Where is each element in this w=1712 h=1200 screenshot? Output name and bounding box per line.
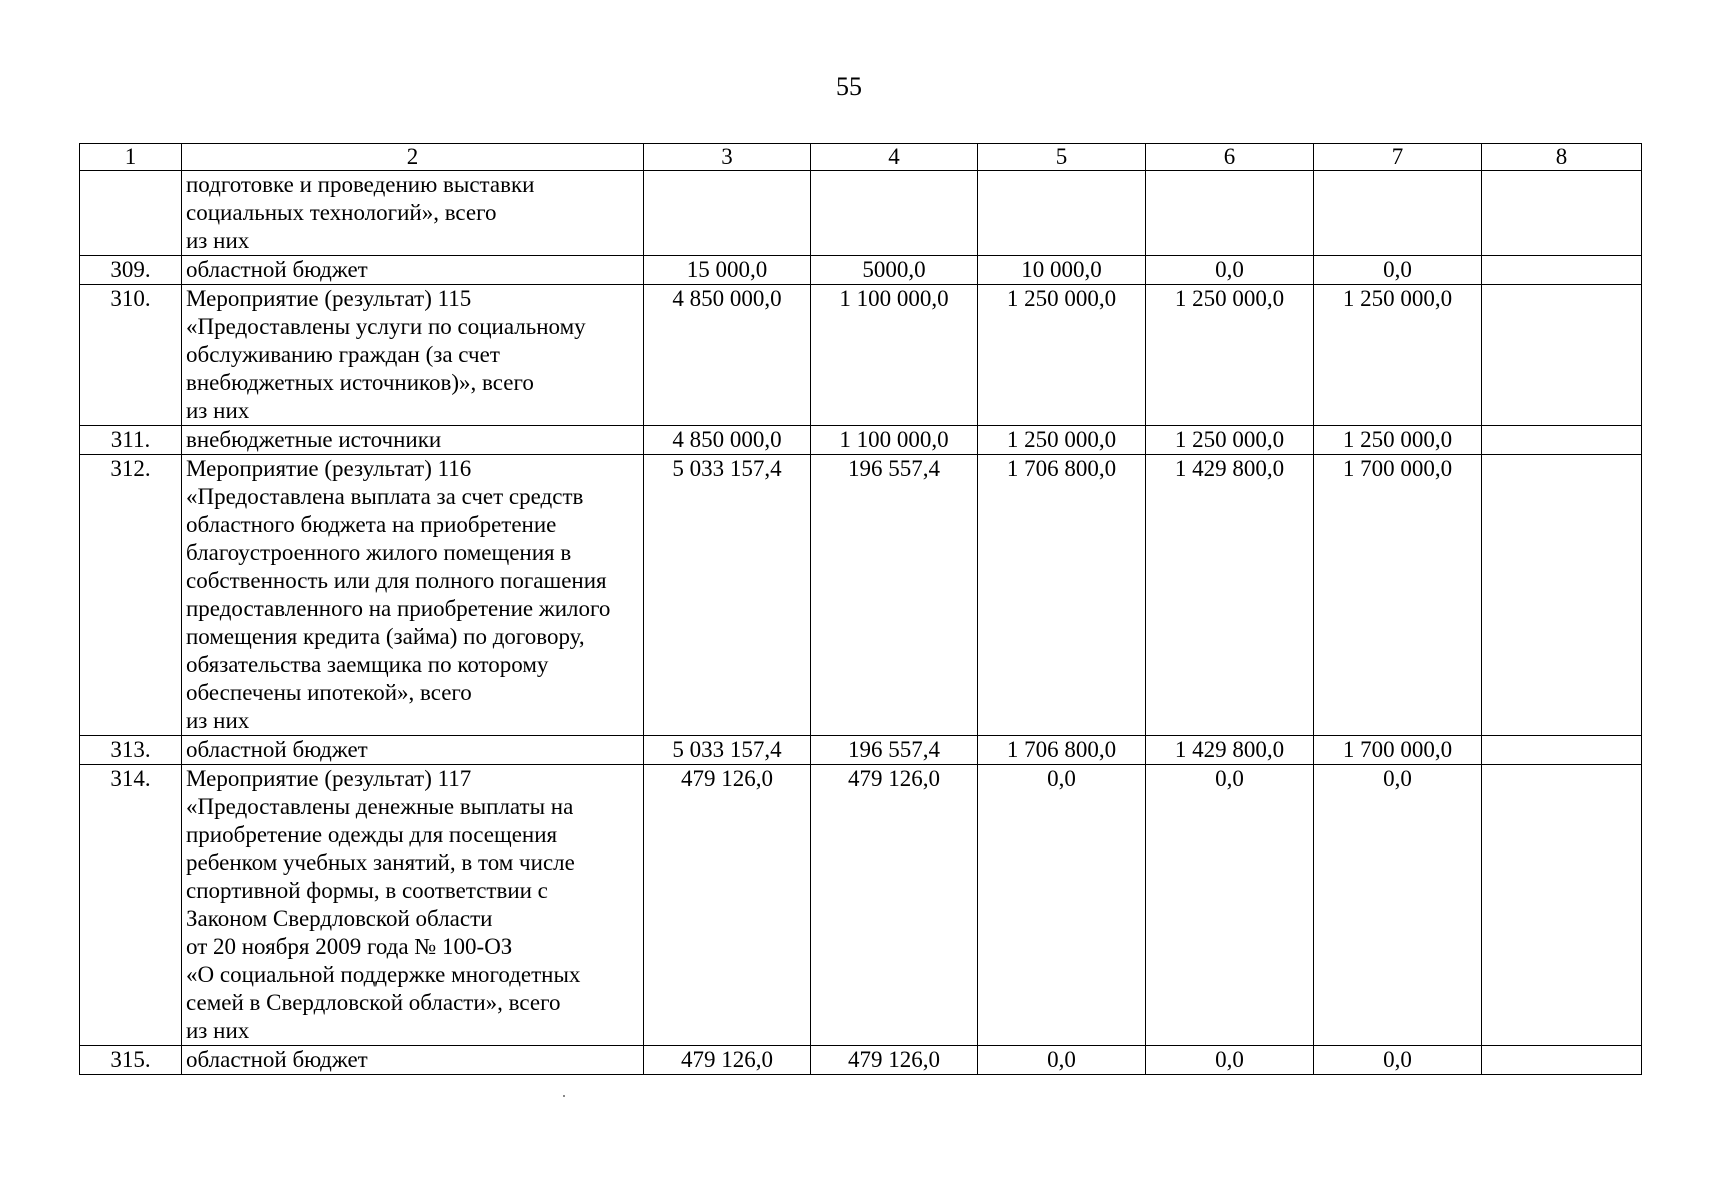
cell-col4: 196 557,4 [811, 455, 978, 736]
table-row [80, 455, 1642, 736]
column-header: 6 [1146, 144, 1314, 171]
cell-col8 [1482, 426, 1642, 455]
row-description: Мероприятие (результат) 117 «Предоставлены денежные выплаты на приобретение одежды для посещения ребенком учебных занятий, в том числе спортивной формы, в соответствии с Законом Свердловской области от 20 ноября 2009 года № 100-ОЗ «О социальной поддержке многодетных семей в Свердловской области», всего из них [182, 765, 644, 1046]
scan-speck [563, 1095, 565, 1097]
cell-col7: 0,0 [1314, 256, 1482, 285]
cell-total: 4 850 000,0 [644, 426, 811, 455]
row-number: 312. [80, 455, 182, 736]
row-description: Мероприятие (результат) 116 «Предоставлена выплата за счет средств областного бюджета на приобретение благоустроенного жилого помещения в собственность или для полного погашения предоставленного на приобретение жилого помещения кредита (займа) по договору, обязательства заемщика по которому обеспечены ипотекой», всего из них [182, 455, 644, 736]
cell-col8 [1482, 765, 1642, 1046]
budget-table [79, 143, 1642, 1075]
row-description: Мероприятие (результат) 115 «Предоставлены услуги по социальному обслуживанию граждан (за счет внебюджетных источников)», всего из них [182, 285, 644, 426]
row-description: областной бюджет [182, 256, 644, 285]
cell-col4: 479 126,0 [811, 765, 978, 1046]
cell-col7 [1314, 171, 1482, 256]
column-header: 1 [80, 144, 182, 171]
row-number [80, 171, 182, 256]
table-row [80, 285, 1642, 426]
cell-total: 4 850 000,0 [644, 285, 811, 426]
cell-col6: 0,0 [1146, 256, 1314, 285]
table-row [80, 171, 1642, 256]
row-number: 314. [80, 765, 182, 1046]
row-number: 310. [80, 285, 182, 426]
cell-col6: 1 429 800,0 [1146, 455, 1314, 736]
column-header: 4 [811, 144, 978, 171]
column-header: 8 [1482, 144, 1642, 171]
cell-col8 [1482, 256, 1642, 285]
cell-col4 [811, 171, 978, 256]
cell-total: 5 033 157,4 [644, 736, 811, 765]
cell-col5: 0,0 [978, 1046, 1146, 1075]
table-header-row [80, 144, 1642, 171]
cell-col8 [1482, 736, 1642, 765]
row-description: внебюджетные источники [182, 426, 644, 455]
table-row [80, 1046, 1642, 1075]
cell-col7: 1 700 000,0 [1314, 455, 1482, 736]
cell-col5 [978, 171, 1146, 256]
cell-total: 5 033 157,4 [644, 455, 811, 736]
cell-col6: 0,0 [1146, 765, 1314, 1046]
column-header: 3 [644, 144, 811, 171]
cell-col4: 196 557,4 [811, 736, 978, 765]
cell-col5: 1 250 000,0 [978, 426, 1146, 455]
cell-col8 [1482, 1046, 1642, 1075]
cell-col6: 1 250 000,0 [1146, 426, 1314, 455]
row-number: 309. [80, 256, 182, 285]
table-row [80, 765, 1642, 1046]
row-description: областной бюджет [182, 1046, 644, 1075]
cell-total: 479 126,0 [644, 1046, 811, 1075]
cell-col4: 5000,0 [811, 256, 978, 285]
cell-col6: 1 250 000,0 [1146, 285, 1314, 426]
cell-col4: 479 126,0 [811, 1046, 978, 1075]
cell-col5: 1 706 800,0 [978, 736, 1146, 765]
table-row [80, 736, 1642, 765]
table-row [80, 256, 1642, 285]
cell-col8 [1482, 285, 1642, 426]
cell-col4: 1 100 000,0 [811, 285, 978, 426]
cell-col7: 0,0 [1314, 765, 1482, 1046]
column-header: 7 [1314, 144, 1482, 171]
page-number: 55 [836, 72, 862, 101]
cell-col6: 0,0 [1146, 1046, 1314, 1075]
cell-total [644, 171, 811, 256]
cell-col5: 1 250 000,0 [978, 285, 1146, 426]
cell-total: 15 000,0 [644, 256, 811, 285]
cell-col5: 10 000,0 [978, 256, 1146, 285]
cell-col4: 1 100 000,0 [811, 426, 978, 455]
row-number: 313. [80, 736, 182, 765]
cell-col5: 0,0 [978, 765, 1146, 1046]
table-row [80, 426, 1642, 455]
cell-col7: 0,0 [1314, 1046, 1482, 1075]
cell-col6: 1 429 800,0 [1146, 736, 1314, 765]
cell-col8 [1482, 455, 1642, 736]
row-description: подготовке и проведению выставки социальных технологий», всего из них [182, 171, 644, 256]
row-number: 311. [80, 426, 182, 455]
cell-col7: 1 700 000,0 [1314, 736, 1482, 765]
column-header: 2 [182, 144, 644, 171]
row-number: 315. [80, 1046, 182, 1075]
cell-col7: 1 250 000,0 [1314, 426, 1482, 455]
row-description: областной бюджет [182, 736, 644, 765]
cell-col5: 1 706 800,0 [978, 455, 1146, 736]
cell-col7: 1 250 000,0 [1314, 285, 1482, 426]
cell-col6 [1146, 171, 1314, 256]
cell-col8 [1482, 171, 1642, 256]
cell-total: 479 126,0 [644, 765, 811, 1046]
column-header: 5 [978, 144, 1146, 171]
